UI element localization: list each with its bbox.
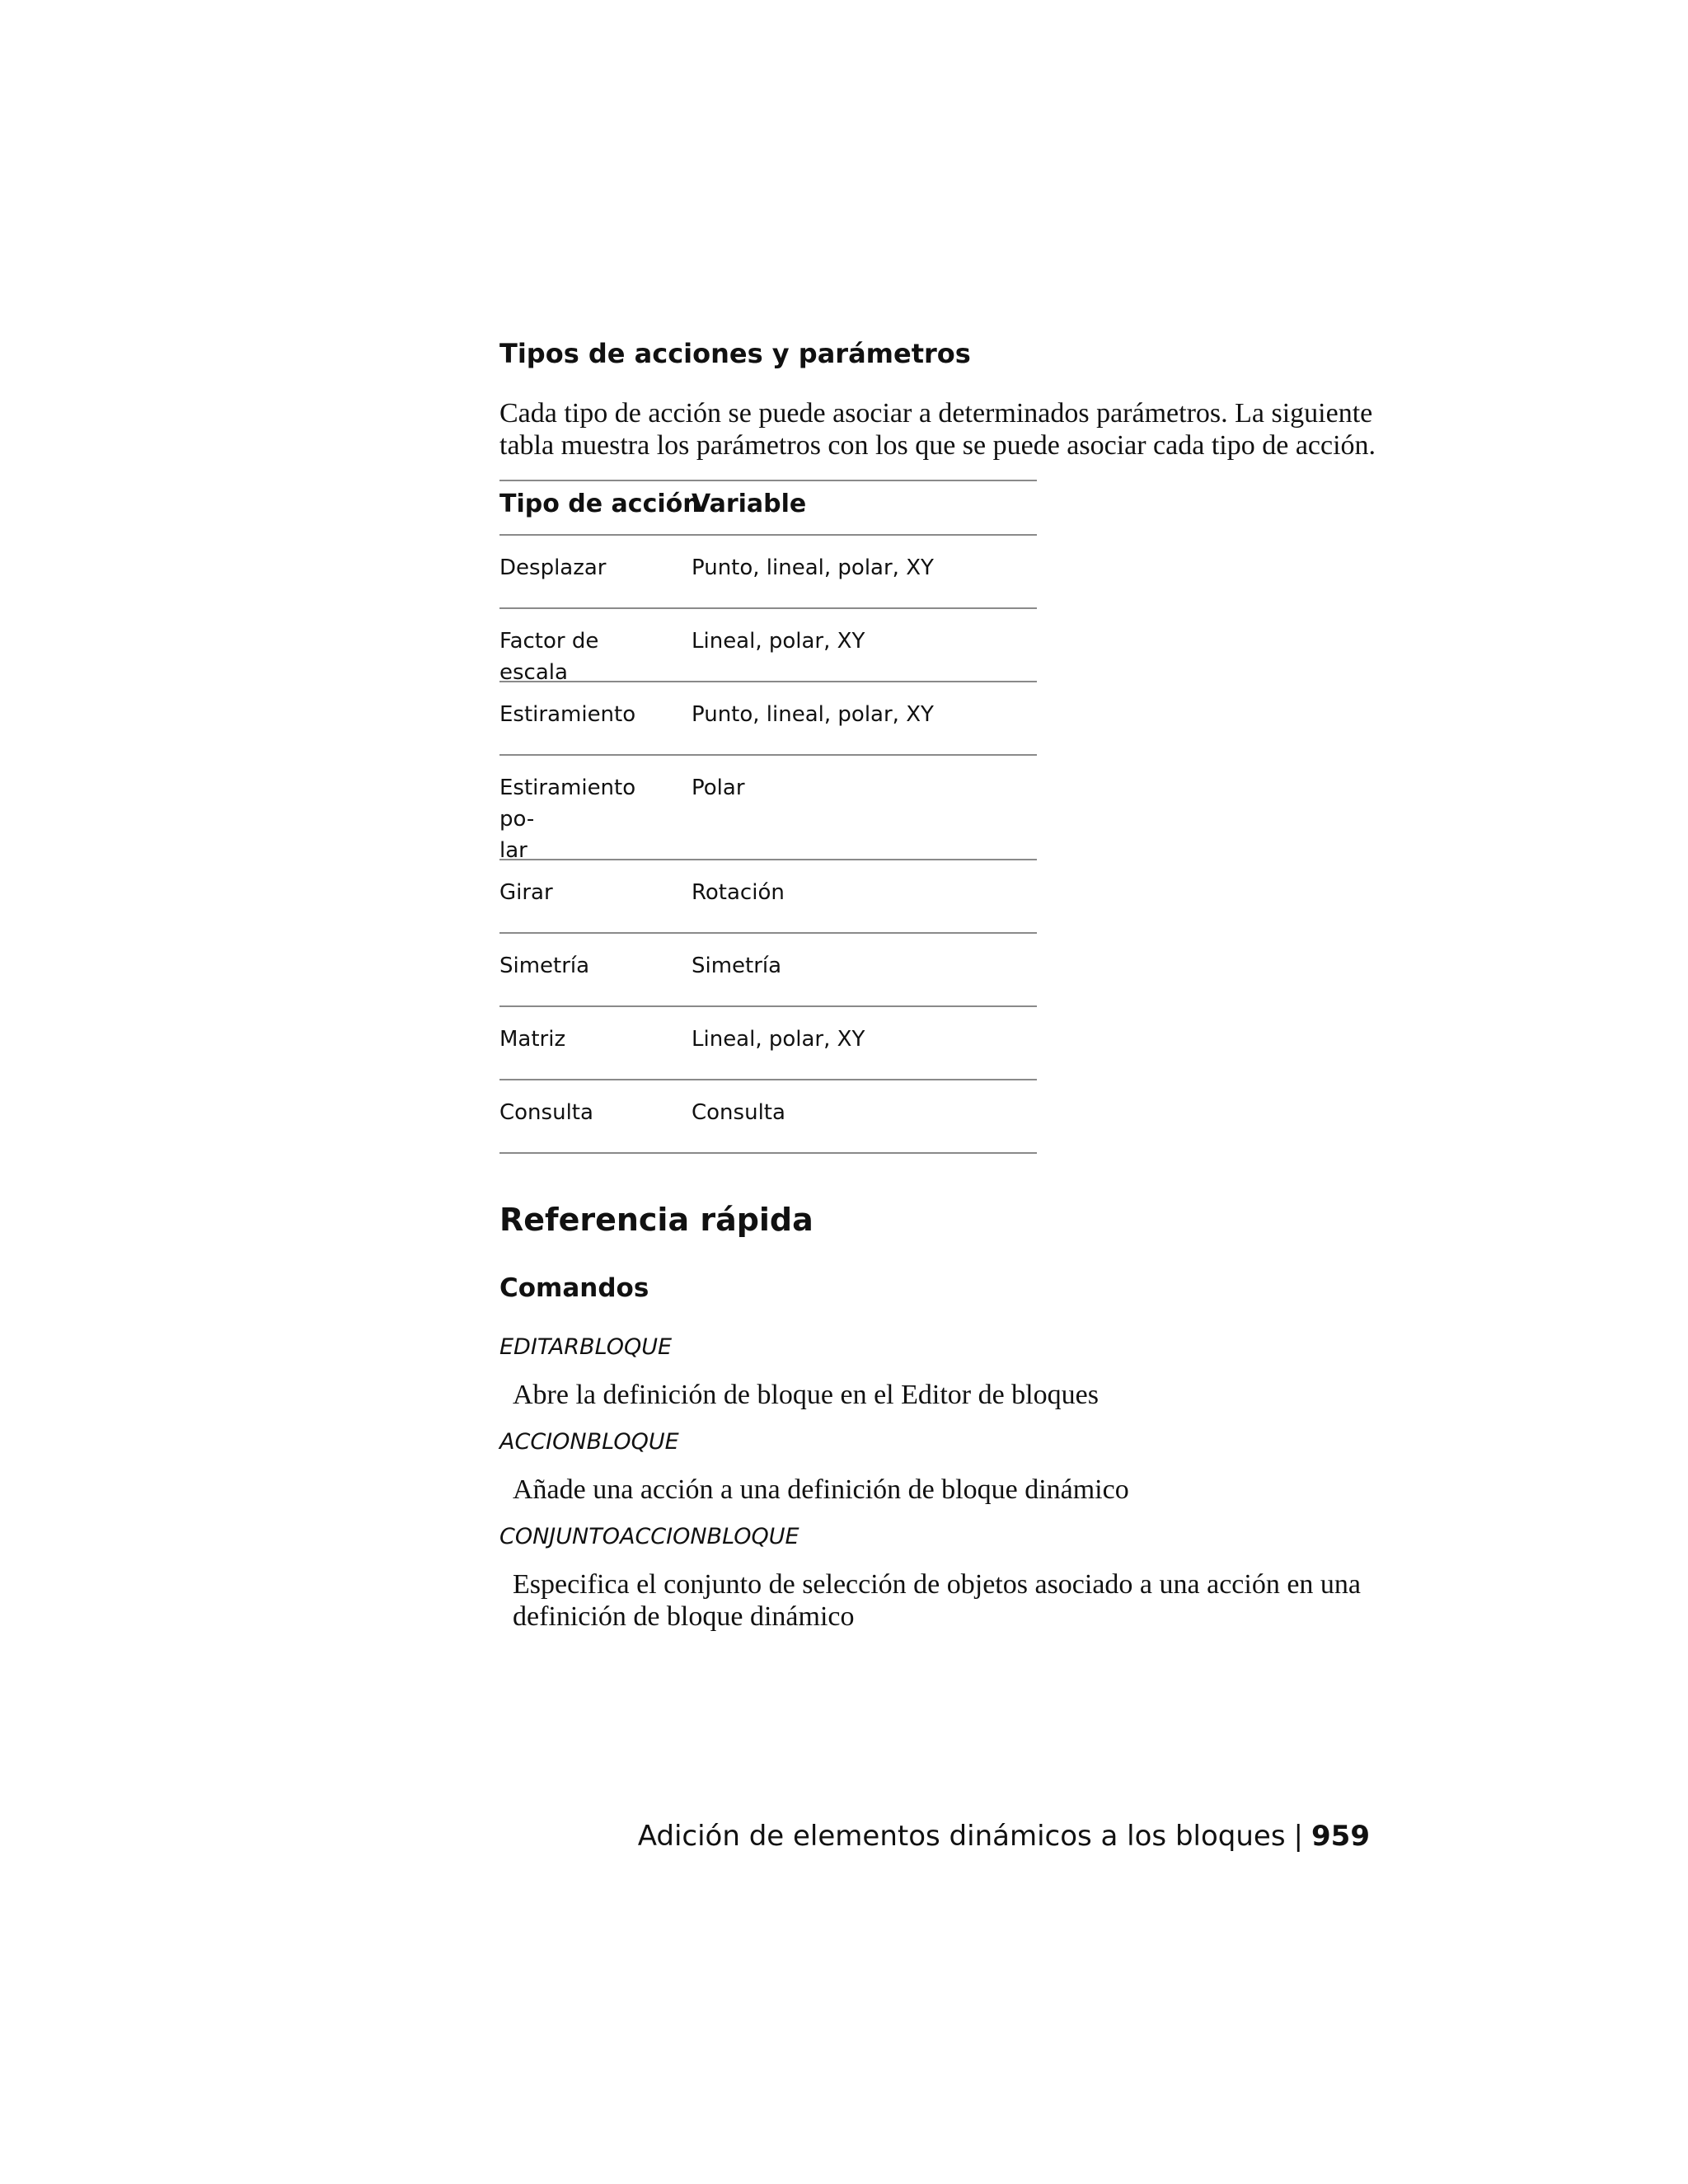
- quick-reference-heading: Referencia rápida: [499, 1202, 814, 1238]
- table-cell-variable: Lineal, polar, XY: [692, 1027, 865, 1052]
- command-description: Abre la definición de bloque en el Editor de bloques: [513, 1380, 1099, 1410]
- command-name: EDITARBLOQUE: [499, 1334, 673, 1360]
- actions-parameters-table: [499, 480, 1037, 1154]
- command-description: Especifica el conjunto de selección de objetos asociado a una acción en una definición de bloque dinámico: [513, 1569, 1362, 1632]
- table-row: [499, 934, 1037, 1007]
- table-header-variable: Variable: [692, 490, 807, 518]
- section-heading: Tipos de acciones y parámetros: [499, 338, 971, 369]
- table-row: [499, 1080, 1037, 1154]
- table-cell-action: Estiramiento po- lar: [499, 776, 636, 863]
- table-cell-action: Girar: [499, 880, 553, 905]
- table-cell-action: Matriz: [499, 1027, 566, 1052]
- table-cell-variable: Polar: [692, 776, 745, 800]
- commands-heading: Comandos: [499, 1273, 649, 1303]
- command-name: ACCIONBLOQUE: [499, 1429, 679, 1455]
- command-name: CONJUNTOACCIONBLOQUE: [499, 1524, 799, 1549]
- table-row: [499, 756, 1037, 863]
- table-row: [499, 609, 1037, 685]
- table-cell-variable: Lineal, polar, XY: [692, 629, 865, 654]
- table-row: [499, 682, 1037, 756]
- table-row: [499, 536, 1037, 609]
- table-cell-action: Simetría: [499, 954, 590, 978]
- table-cell-variable: Rotación: [692, 880, 785, 905]
- table-cell-variable: Punto, lineal, polar, XY: [692, 702, 934, 727]
- footer-chapter-title: Adición de elementos dinámicos a los bloques: [637, 1820, 1286, 1853]
- table-row: [499, 860, 1037, 934]
- table-cell-action: Consulta: [499, 1100, 593, 1125]
- page-footer: [638, 1818, 1370, 1854]
- table-cell-variable: Simetría: [692, 954, 782, 978]
- table-row: [499, 1007, 1037, 1080]
- table-cell-variable: Consulta: [692, 1100, 785, 1125]
- table-cell-variable: Punto, lineal, polar, XY: [692, 555, 934, 580]
- command-description: Añade una acción a una definición de bloque dinámico: [513, 1474, 1129, 1505]
- table-header-action-type: Tipo de acción: [499, 490, 701, 518]
- page-number: 959: [1311, 1820, 1370, 1853]
- intro-paragraph: Cada tipo de acción se puede asociar a determinados parámetros. La siguiente tabla muestra los parámetros con los que se puede asociar cada tipo de acción.: [499, 398, 1376, 461]
- table-cell-action: Desplazar: [499, 555, 607, 580]
- table-cell-action: Estiramiento: [499, 702, 636, 727]
- table-cell-action: Factor de escala: [499, 629, 599, 685]
- table-header-row: [499, 480, 1037, 536]
- footer-separator: |: [1293, 1820, 1304, 1853]
